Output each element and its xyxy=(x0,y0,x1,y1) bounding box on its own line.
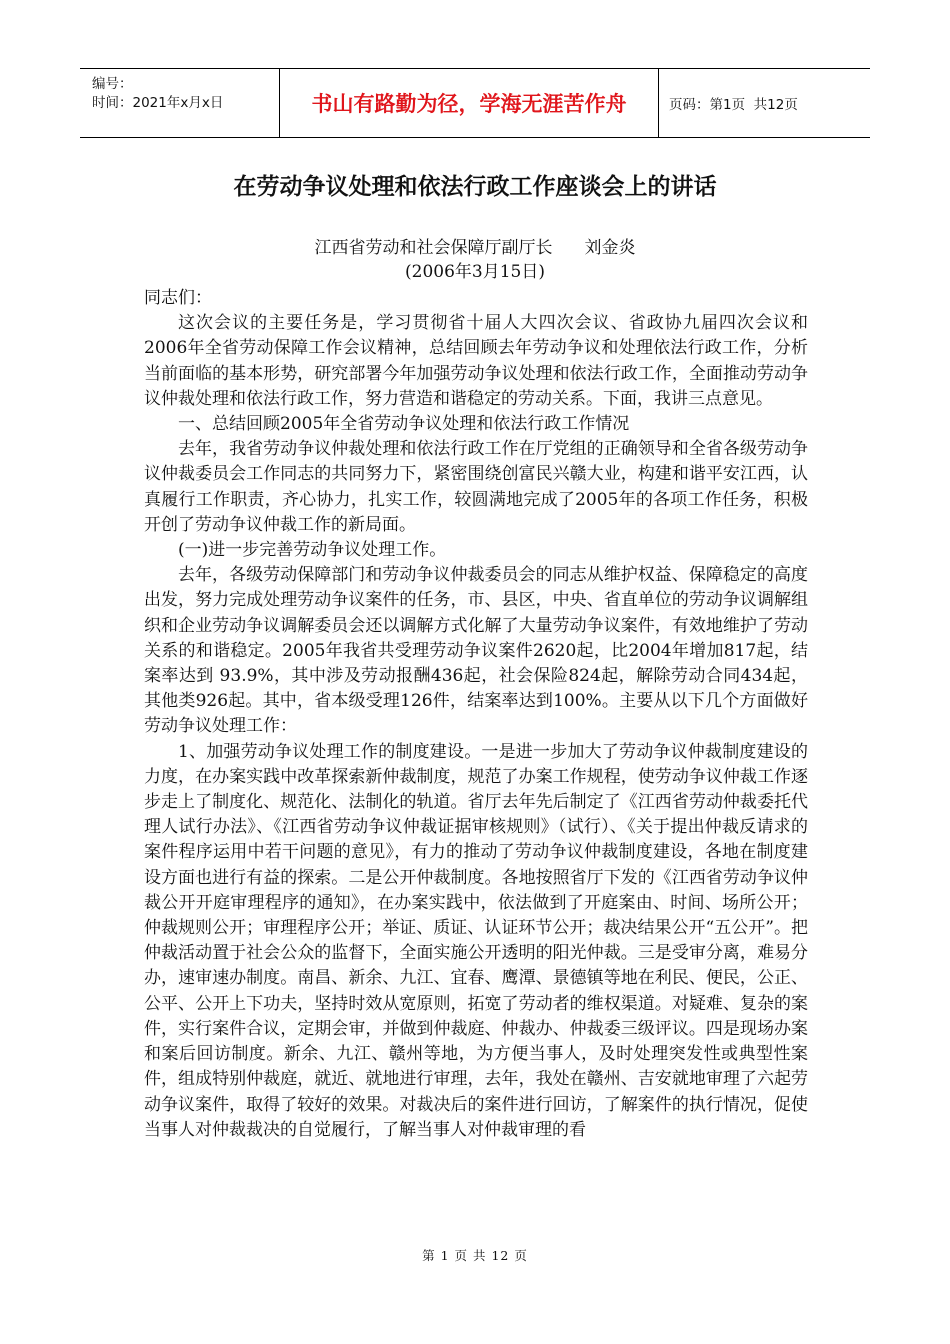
paragraph: 同志们： xyxy=(144,288,212,308)
number-label: 编号： xyxy=(92,76,133,92)
paragraph: 去年，各级劳动保障部门和劳动争议仲裁委员会的同志从维护权益、保障稳定的高度出发，努力完成处理劳动争议案件的任务，市、县区，中央、省直单位的劳动争议调解组织和企业劳动争议调解委员会还以调解方式化解了大量劳动争议案件，有效地维护了劳动关系的和谐稳定。2005年我省共受理劳动争议案件2620起，比2004年增加817起，结案率达到 93.9%，其中涉及劳动报酬436起，社会保险824起，解除劳动合同434起，其他类926起。其中，省本级受理126件，结案率达到100%。主要从以下几个方面做好劳动争议处理工作： xyxy=(144,565,808,737)
header-meta xyxy=(80,69,280,137)
author-block xyxy=(0,236,950,284)
header-table xyxy=(80,68,870,138)
author-org: 江西省劳动和社会保障厅副厅长 xyxy=(314,238,553,258)
paragraph: (一)进一步完善劳动争议处理工作。 xyxy=(178,540,447,561)
header-motto: 书山有路勤为径，学海无涯苦作舟 xyxy=(280,69,659,137)
time-label: 时间：2021年x月x日 xyxy=(92,95,224,111)
document-body xyxy=(144,286,808,1143)
header-page-info xyxy=(659,69,870,137)
document-title: 在劳动争议处理和依法行政工作座谈会上的讲话 xyxy=(233,174,717,200)
page-info-text: 页码：第1页 共12页 xyxy=(669,97,798,113)
speech-date: (2006年3月15日) xyxy=(405,262,545,282)
paragraph: 去年，我省劳动争议仲裁处理和依法行政工作在厅党组的正确领导和全省各级劳动争议仲裁委员会工作同志的共同努力下，紧密围绕创富民兴赣大业，构建和谐平安江西，认真履行工作职责，齐心协力，扎实工作，较圆满地完成了2005年的各项工作任务，积极开创了劳动争议仲裁工作的新局面。 xyxy=(144,439,808,535)
paragraph: 1、加强劳动争议处理工作的制度建设。一是进一步加大了劳动争议仲裁制度建设的力度，在办案实践中改革探索新仲裁制度，规范了办案工作规程，使劳动争议仲裁工作逐步走上了制度化、规范化、法制化的轨道。省厅去年先后制定了《江西省劳动仲裁委托代理人试行办法》、《江西省劳动争议仲裁证据审核规则》（试行）、《关于提出仲裁反请求的案件程序运用中若干问题的意见》，有力的推动了劳动争议仲裁制度建设，各地在制度建设方面也进行有益的探索。二是公开仲裁制度。各地按照省厅下发的《江西省劳动争议仲裁公开开庭审理程序的通知》，在办案实践中，依法做到了开庭案由、时间、场所公开；仲裁规则公开；审理程序公开；举证、质证、认证环节公开；裁决结果公开“五公开”。把仲裁活动置于社会公众的监督下，全面实施公开透明的阳光仲裁。三是受审分离，难易分办，速审速办制度。南昌、新余、九江、宜春、鹰潭、景德镇等地在利民、便民，公正、公平、公开上下功夫，坚持时效从宽原则，拓宽了劳动者的维权渠道。对疑难、复杂的案件，实行案件合议，定期会审，并做到仲裁庭、仲裁办、仲裁委三级评议。四是现场办案和案后回访制度。新余、九江、赣州等地，为方便当事人，及时处理突发性或典型性案件，组成特别仲裁庭，就近、就地进行审理，去年，我处在赣州、吉安就地审理了六起劳动争议案件，取得了较好的效果。对裁决后的案件进行回访，了解案件的执行情况，促使当事人对仲裁裁决的自觉履行，了解当事人对仲裁审理的看 xyxy=(144,741,808,1140)
author-name: 刘金炎 xyxy=(584,238,636,258)
paragraph: 一、总结回顾2005年全省劳动争议处理和依法行政工作情况 xyxy=(178,414,630,435)
page-footer: 第 1 页 共 12 页 xyxy=(422,1248,528,1263)
author-line xyxy=(0,236,950,260)
paragraph: 这次会议的主要任务是，学习贯彻省十届人大四次会议、省政协九届四次会议和2006年全省劳动保障工作会议精神，总结回顾去年劳动争议和处理依法行政工作，分析当前面临的基本形势，研究部署今年加强劳动争议处理和依法行政工作，全面推动劳动争议仲裁处理和依法行政工作，努力营造和谐稳定的劳动关系。下面，我讲三点意见。 xyxy=(144,313,808,409)
